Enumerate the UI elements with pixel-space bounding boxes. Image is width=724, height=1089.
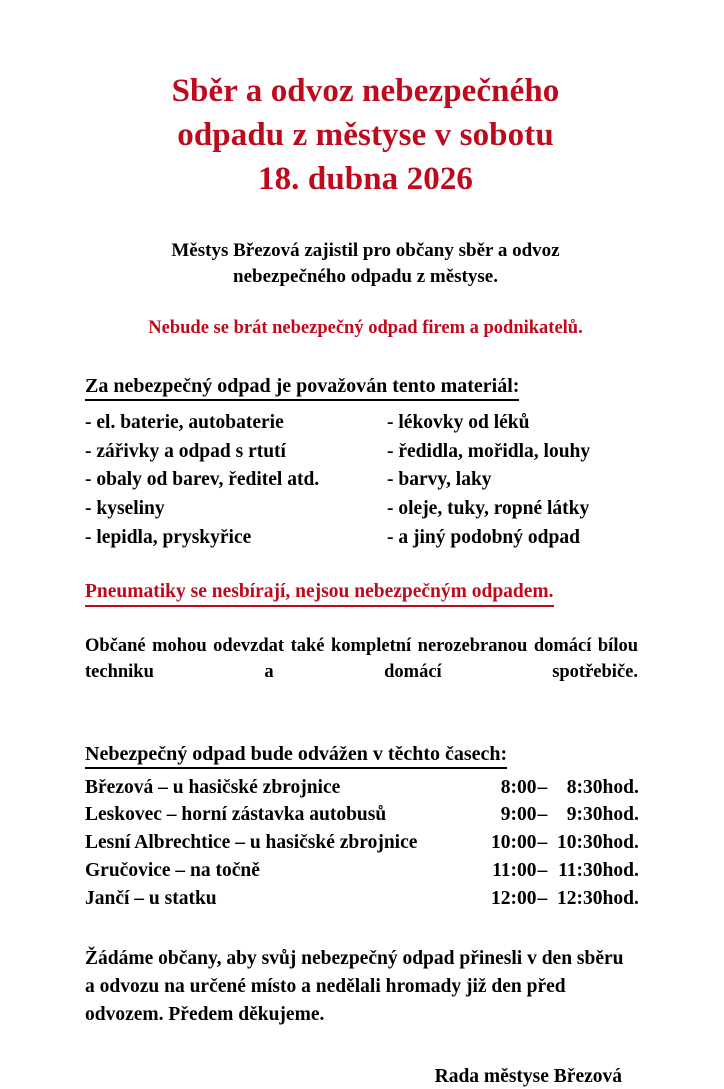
appliances-notice: Občané mohou odevzdat také kompletní nerozebranou domácí bílou techniku a domácí spotřebiče. bbox=[85, 635, 638, 683]
table-row bbox=[85, 829, 646, 857]
schedule-unit: hod. bbox=[602, 860, 639, 882]
list-item bbox=[85, 409, 646, 438]
schedule-end-time: 10:30 bbox=[557, 832, 603, 854]
schedule-unit: hod. bbox=[602, 804, 639, 826]
schedule-end-time: 9:30 bbox=[566, 804, 603, 826]
table-row bbox=[85, 774, 646, 802]
material-item-right: - a jiný podobný odpad bbox=[387, 526, 580, 548]
tyres-notice-text: Pneumatiky se nesbírají, nejsou nebezpečným odpadem. bbox=[85, 580, 554, 606]
schedule-start-time: 12:00 bbox=[491, 888, 537, 910]
schedule-section bbox=[85, 769, 646, 913]
schedule-place: Jančí – u statku bbox=[85, 888, 217, 910]
materials-heading-text: Za nebezpečný odpad je považován tento materiál: bbox=[85, 374, 519, 401]
schedule-place: Gručovice – na točně bbox=[85, 860, 260, 882]
schedule-table bbox=[85, 774, 646, 913]
table-row bbox=[85, 801, 646, 829]
schedule-unit: hod. bbox=[602, 776, 639, 798]
intro-paragraph bbox=[85, 202, 646, 290]
schedule-end-time: 8:30 bbox=[566, 776, 603, 798]
intro-line-2: nebezpečného odpadu z městyse. bbox=[233, 265, 498, 287]
schedule-unit: hod. bbox=[602, 888, 639, 910]
list-item bbox=[85, 524, 646, 553]
table-row bbox=[85, 885, 646, 913]
materials-list bbox=[85, 401, 646, 552]
schedule-dash: – bbox=[537, 832, 548, 854]
closing-paragraph: Žádáme občany, aby svůj nebezpečný odpad přinesli v den sběru a odvozu na určené místo a nedělali hromady již den před odvozem. Předem děkujeme. bbox=[85, 947, 624, 1026]
intro-line-1: Městys Březová zajistil pro občany sběr a odvoz bbox=[171, 239, 560, 261]
table-row bbox=[85, 857, 646, 885]
material-item-left: - el. baterie, autobaterie bbox=[85, 412, 284, 434]
material-item-left: - zářivky a odpad s rtutí bbox=[85, 440, 286, 462]
page-title-line-3: 18. dubna 2026 bbox=[257, 160, 474, 197]
no-business-notice: Nebude se brát nebezpečný odpad firem a podnikatelů. bbox=[148, 318, 583, 339]
material-item-left: - obaly od barev, ředitel atd. bbox=[85, 469, 320, 491]
schedule-start-time: 10:00 bbox=[491, 832, 537, 854]
material-item-right: - oleje, tuky, ropné látky bbox=[387, 498, 590, 520]
schedule-place: Březová – u hasičské zbrojnice bbox=[85, 776, 341, 798]
schedule-dash: – bbox=[537, 860, 548, 882]
schedule-dash: – bbox=[537, 888, 548, 910]
material-item-left: - lepidla, pryskyřice bbox=[85, 526, 252, 548]
signature: Rada městyse Březová bbox=[434, 1065, 622, 1087]
schedule-place: Leskovec – horní zástavka autobusů bbox=[85, 804, 387, 826]
page-title-line-2: odpadu z městyse v sobotu bbox=[177, 116, 554, 153]
page-title bbox=[85, 0, 646, 202]
schedule-start-time: 8:00 bbox=[500, 776, 537, 798]
list-item bbox=[85, 495, 646, 524]
schedule-start-time: 9:00 bbox=[500, 804, 537, 826]
material-item-right: - lékovky od léků bbox=[387, 412, 530, 434]
list-item bbox=[85, 438, 646, 467]
schedule-dash: – bbox=[537, 804, 548, 826]
schedule-place: Lesní Albrechtice – u hasičské zbrojnice bbox=[85, 832, 418, 854]
material-item-right: - barvy, laky bbox=[387, 469, 492, 491]
page-title-line-1: Sběr a odvoz nebezpečného bbox=[171, 73, 560, 109]
schedule-end-time: 11:30 bbox=[558, 860, 603, 882]
schedule-end-time: 12:30 bbox=[557, 888, 603, 910]
tyres-notice bbox=[85, 552, 646, 606]
schedule-heading-text: Nebezpečný odpad bude odvážen v těchto časech: bbox=[85, 742, 507, 769]
material-item-left: - kyseliny bbox=[85, 498, 165, 520]
schedule-heading bbox=[85, 712, 646, 769]
schedule-dash: – bbox=[537, 776, 548, 798]
list-item bbox=[85, 466, 646, 495]
schedule-unit: hod. bbox=[602, 832, 639, 854]
schedule-start-time: 11:00 bbox=[492, 860, 537, 882]
materials-heading bbox=[85, 340, 646, 401]
material-item-right: - ředidla, mořidla, louhy bbox=[387, 440, 591, 462]
